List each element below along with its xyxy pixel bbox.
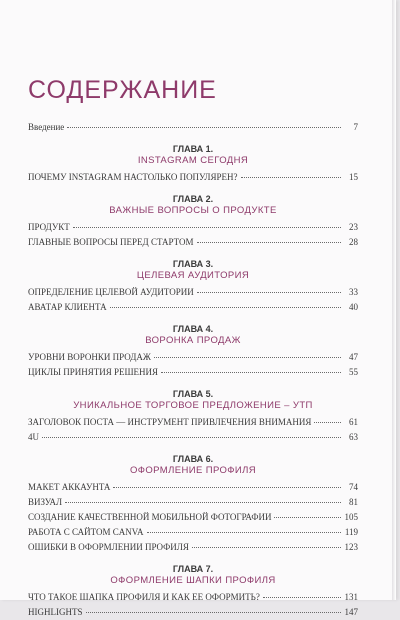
toc-entry-page: 28 <box>349 237 358 247</box>
toc-entry-page: 131 <box>344 592 358 602</box>
table-of-contents <box>28 120 358 620</box>
toc-entry <box>28 605 358 620</box>
toc-entry-page: 15 <box>349 172 358 182</box>
dot-leader <box>154 357 341 358</box>
toc-entry-page: 105 <box>344 512 358 522</box>
toc-entry-label: ПРОДУКТ <box>28 222 70 232</box>
toc-entry <box>28 480 358 495</box>
chapter-number: ГЛАВА 5. <box>172 389 214 399</box>
dot-leader <box>241 177 341 178</box>
chapter-title: ВАЖНЫЕ ВОПРОСЫ О ПРОДУКТЕ <box>109 205 277 216</box>
toc-entry-page: 147 <box>344 607 358 617</box>
toc-entry <box>28 365 358 380</box>
toc-entry <box>28 300 358 315</box>
dot-leader <box>192 547 341 548</box>
chapter-heading <box>28 194 358 217</box>
chapter-number: ГЛАВА 3. <box>172 259 214 269</box>
dot-leader <box>65 502 341 503</box>
toc-entry-label: ПОЧЕМУ INSTAGRAM НАСТОЛЬКО ПОПУЛЯРЕН? <box>28 172 238 182</box>
toc-entry-label: МАКЕТ АККАУНТА <box>28 482 111 492</box>
page-title: СОДЕРЖАНИЕ <box>28 76 217 104</box>
toc-entry-page: 23 <box>349 222 358 232</box>
dot-leader <box>197 242 342 243</box>
toc-entry-label: ОШИБКИ В ОФОРМЛЕНИИ ПРОФИЛЯ <box>28 542 189 552</box>
dot-leader <box>197 292 341 293</box>
dot-leader <box>73 227 341 228</box>
toc-entry <box>28 415 358 430</box>
toc-entry-label: ГЛАВНЫЕ ВОПРОСЫ ПЕРЕД СТАРТОМ <box>28 237 194 247</box>
dot-leader <box>263 597 341 598</box>
toc-entry <box>28 170 358 185</box>
toc-entry <box>28 540 358 555</box>
toc-entry-label: ЧТО ТАКОЕ ШАПКА ПРОФИЛЯ И КАК ЕЕ ОФОРМИТЬ? <box>28 592 260 602</box>
toc-entry-page: 40 <box>349 302 358 312</box>
toc-entry-page: 47 <box>349 352 358 362</box>
chapter-number: ГЛАВА 6. <box>172 454 214 464</box>
toc-entry-page: 33 <box>349 287 358 297</box>
chapter-heading <box>28 324 358 347</box>
chapter-heading <box>28 259 358 282</box>
toc-entry <box>28 285 358 300</box>
page-edge <box>392 0 396 600</box>
toc-entry-page: 74 <box>349 482 358 492</box>
chapter-title: ОФОРМЛЕНИЕ ПРОФИЛЯ <box>129 465 257 476</box>
toc-entry-page: 123 <box>344 542 358 552</box>
chapter-heading <box>28 144 358 167</box>
toc-entry <box>28 525 358 540</box>
toc-entry <box>28 235 358 250</box>
toc-entry <box>28 495 358 510</box>
toc-entry <box>28 510 358 525</box>
toc-entry-label: ЗАГОЛОВОК ПОСТА — ИНСТРУМЕНТ ПРИВЛЕЧЕНИЯ ВНИМАНИЯ <box>28 417 312 427</box>
toc-entry-label: Введение <box>28 122 65 132</box>
toc-entry-page: 7 <box>353 122 358 132</box>
toc-entry-label: 4U <box>28 432 39 442</box>
dot-leader <box>67 127 341 128</box>
toc-entry-label: АВАТАР КЛИЕНТА <box>28 302 107 312</box>
toc-entry-page: 81 <box>349 497 358 507</box>
dot-leader <box>110 307 341 308</box>
toc-entry-label: ОПРЕДЕЛЕНИЕ ЦЕЛЕВОЙ АУДИТОРИИ <box>28 287 194 297</box>
toc-entry-label: СОЗДАНИЕ КАЧЕСТВЕННОЙ МОБИЛЬНОЙ ФОТОГРАФИИ <box>28 512 272 522</box>
dot-leader <box>113 487 341 488</box>
chapter-title: INSTAGRAM СЕГОДНЯ <box>137 155 249 166</box>
toc-entry <box>28 350 358 365</box>
chapter-title: УНИКАЛЬНОЕ ТОРГОВОЕ ПРЕДЛОЖЕНИЕ – УТП <box>73 400 313 411</box>
toc-entry-label: ВИЗУАЛ <box>28 497 63 507</box>
toc-entry-page: 61 <box>349 417 358 427</box>
dot-leader <box>314 422 341 423</box>
dot-leader <box>86 612 342 613</box>
toc-entry <box>28 430 358 445</box>
chapter-title: ЦЕЛЕВАЯ АУДИТОРИЯ <box>136 270 250 281</box>
chapter-number: ГЛАВА 2. <box>172 194 214 204</box>
toc-entry-label: ЦИКЛЫ ПРИНЯТИЯ РЕШЕНИЯ <box>28 367 159 377</box>
toc-entry-page: 55 <box>349 367 358 377</box>
toc-entry-label: УРОВНИ ВОРОНКИ ПРОДАЖ <box>28 352 151 362</box>
chapter-number: ГЛАВА 1. <box>172 144 214 154</box>
toc-entry-label: РАБОТА С САЙТОМ CANVA <box>28 527 144 537</box>
toc-entry-page: 63 <box>349 432 358 442</box>
chapter-title: ОФОРМЛЕНИЕ ШАПКИ ПРОФИЛЯ <box>110 575 276 586</box>
toc-entry <box>28 220 358 235</box>
chapter-heading <box>28 454 358 477</box>
chapter-title: ВОРОНКА ПРОДАЖ <box>145 335 241 346</box>
toc-entry <box>28 590 358 605</box>
chapter-heading <box>28 564 358 587</box>
dot-leader <box>274 517 341 518</box>
dot-leader <box>161 372 341 373</box>
chapter-number: ГЛАВА 7. <box>172 564 214 574</box>
chapter-heading <box>28 389 358 412</box>
toc-entry-intro <box>28 120 358 135</box>
dot-leader <box>42 437 341 438</box>
toc-entry-label: HIGHLIGHTS <box>28 607 83 617</box>
dot-leader <box>147 532 341 533</box>
chapter-number: ГЛАВА 4. <box>172 324 214 334</box>
toc-entry-page: 119 <box>344 527 358 537</box>
